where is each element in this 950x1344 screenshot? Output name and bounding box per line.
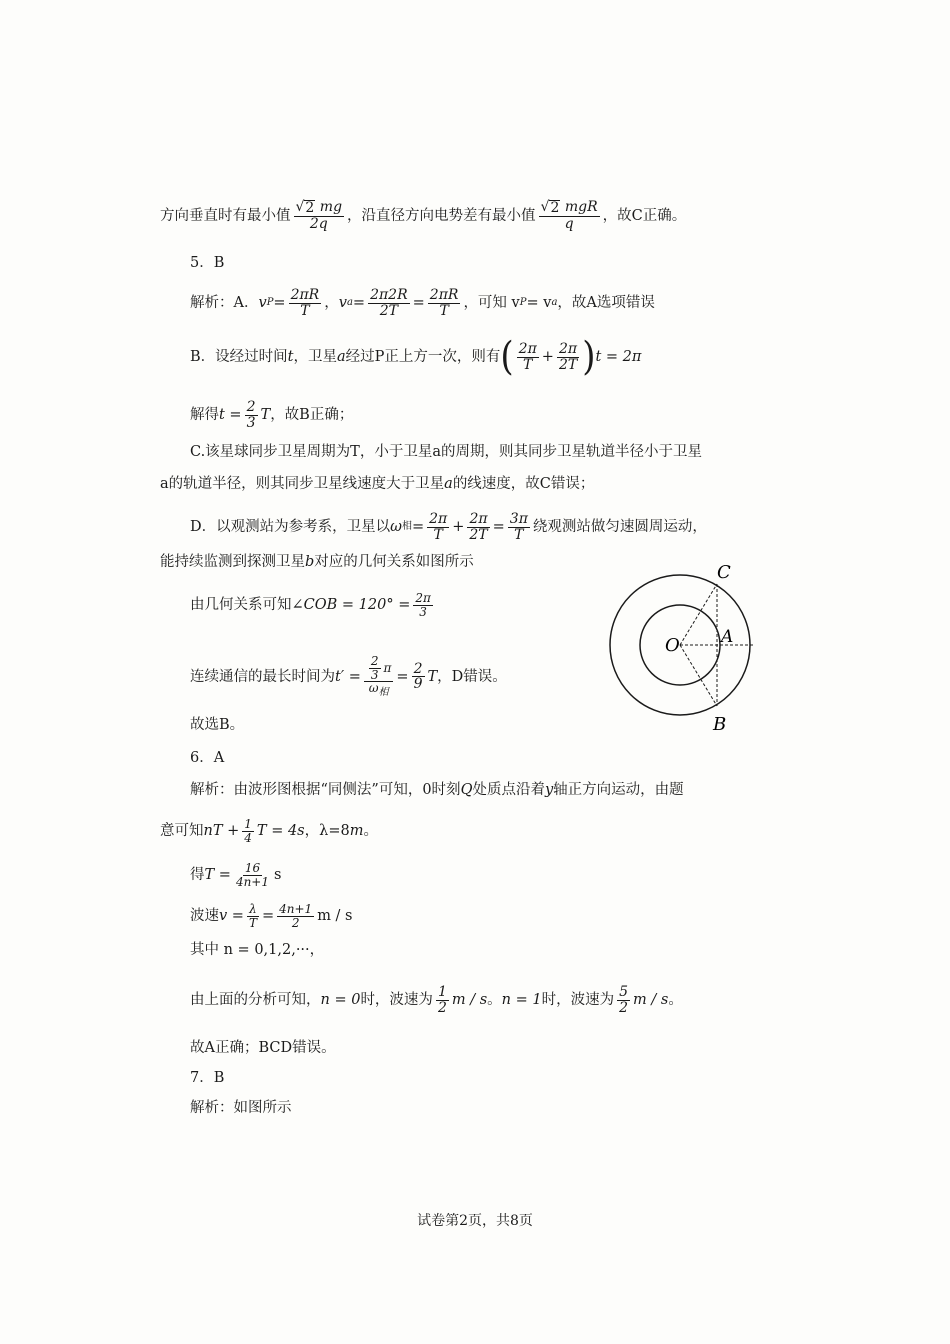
line-OC [680,584,717,645]
q5-line-d3: 由几何关系可知 ∠COB = 120° = $\frac{2\pi}{3}$ [190,591,431,619]
label-C: C [717,562,731,583]
text: ，沿直径方向电势差有最小值 [347,207,536,224]
q6-head: 6．A [190,750,225,766]
q5-line-d2: 能持续监测到探测卫星 b 对应的几何关系如图所示 [160,554,474,570]
q6-line-7: 故A正确；BCD错误。 [190,1040,336,1056]
label-A: A [721,627,734,647]
q6-line-4: 波速 v = $\frac{\lambda}{T}$ = $\frac{4n+1}{2}$ m / s [190,902,353,930]
q5-line-a: 解析：A． v P = $\frac{2\pi R}{T}$ ， v a = $\frac{2\pi 2R}{2T}$ = $\frac{2\pi R}{T}$ ，可知 v P = v a ，故A选项错误 [190,287,655,319]
text: 方向垂直时有最小值 [160,207,291,224]
q6-line-1: 解析：由波形图根据“同侧法”可知，0时刻 Q 处质点沿着 y 轴正方向运动，由题 [190,782,684,798]
q5-head: 5．B [190,255,225,271]
label-O: O [665,635,680,656]
q7-head: 7．B [190,1070,225,1086]
q5-line-c1: C.该星球同步卫星周期为T，小于卫星a的周期，则其同步卫星轨道半径小于卫星 [190,444,702,460]
q7-line-1: 解析：如图所示 [190,1100,292,1116]
fraction: √ 2 mg 2q [295,199,343,232]
text: ，故C正确。 [602,207,687,224]
q6-line-6: 由上面的分析可知， n = 0 时，波速为 $\frac{1}{2}$ m / s 。 n = 1 时，波速为 $\frac{5}{2}$ m / s 。 [190,984,683,1016]
label-B: B [713,714,727,735]
page-footer: 试卷第2页，共8页 [417,1213,533,1229]
line-OB [680,645,717,706]
q5-line-b-result: 解得 t = $\frac{2}{3}$ T ，故B正确； [190,399,354,431]
q5-line-final: 故选B。 [190,717,245,733]
q5-line-c2: a的轨道半径，则其同步卫星线速度大于卫星 a 的线速度，故C错误； [160,476,595,492]
q6-line-5: 其中 n = 0,1,2,···， [190,942,325,958]
q5-line-d4: 连续通信的最长时间为 t′ = $\frac{2}{3}$ π $\omega_相$ = $\frac{2}{9}$ T ，D错误。 [190,654,507,699]
orbit-diagram [605,562,755,737]
c-conclusion-line [160,200,686,231]
q6-line-2: 意可知 nT + $\frac{1}{4}$ T = 4s ，λ=8 m 。 [160,817,378,845]
q5-line-b: B．设经过时间 t ，卫星 a 经过P正上方一次，则有 ( $\frac{2\pi}{T}$ + $\frac{2\pi}{2T}$ ) t = 2π [190,334,642,381]
q6-line-3: 得 T = $\frac{16}{4n+1}$ s [190,861,282,889]
q5-line-d1: D．以观测站为参考系，卫星以 ω 相 = $\frac{2\pi}{T}$ + $\frac{2\pi}{2T}$ = $\frac{3\pi}{T}$ 绕观测站做匀速圆周运动， [190,511,707,543]
fraction: √ 2 mgR q [540,199,598,232]
